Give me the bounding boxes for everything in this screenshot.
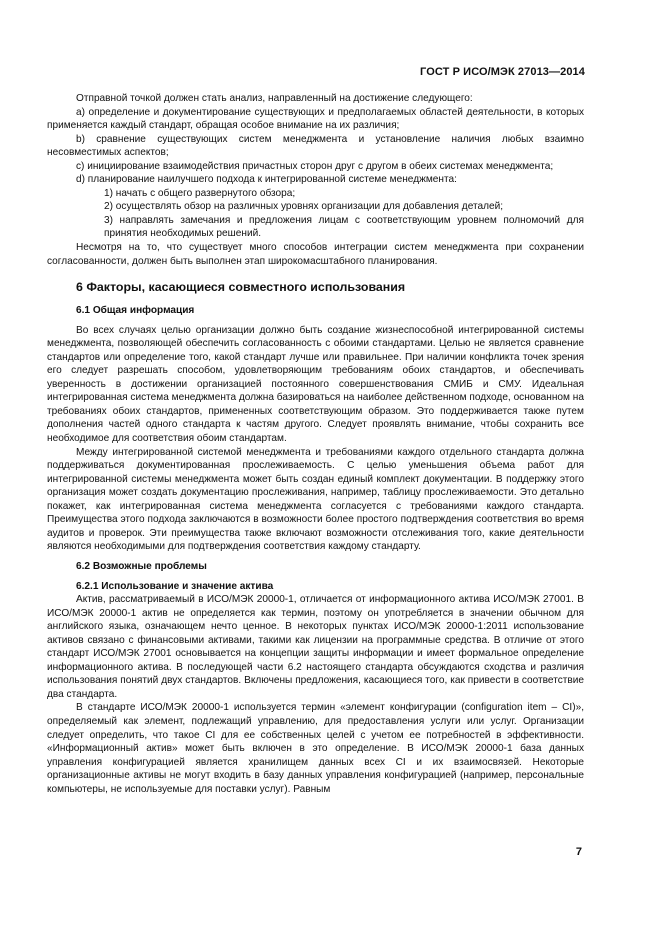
list-item-c: c) инициирование взаимодействия причастных сторон друг с другом в обеих системах менеджмента; [76,160,554,172]
section-6-1-title: 6.1 Общая информация [76,305,195,317]
sublist-item-2: 2) осуществлять обзор на различных уровнях организации для добавления деталей; [104,201,504,213]
section-6-2-1-title: 6.2.1 Использование и значение актива [76,580,274,592]
section-6-title: 6 Факторы, касающиеся совместного использования [76,280,406,295]
section-6-2-1-paragraph-1: Актив, рассматриваемый в ИСО/МЭК 20000-1, отличается от информационного актива ИСО/МЭК 27001. В ИСО/МЭК 20000-1 актив не определяется как термин, поэтому он употребляется в значении обычном для английского языка, означающем нечто ценное. В некоторых пунктах ИСО/МЭК 20000-1:2011 использование активов связано с финансовыми активами, такими как лицензии на программные средства. В отличие от этого стандарт ИСО/МЭК 27001 основывается на концепции защиты информации и имеет формальное определение информационного актива. В последующей части 6.2 настоящего стандарта обсуждаются сходства и различия использования понятий двух стандартов. Включены предложения, касающиеся того, как привести в соответствие два стандарта. [47,594,584,700]
list-item-d: d) планирование наилучшего подхода к интегрированной системе менеджмента: [76,174,457,186]
section-6-1-paragraph-1: Во всех случаях целью организации должно быть создание жизнеспособной интегрированной системы менеджмента, позволяющей обеспечить согласованность с обоими стандартами. Целью не является сравнение стандартов или определение того, какой стандарт лучше или правильнее. При наличии конфликта точек зрения его следует разрешать способом, удовлетворяющим требованиям обоих стандартов, и обеспечивать уверенность в достижении организацией постоянного совершенствования СМИБ и СМУ. Идеальная интегрированная система менеджмента должна базироваться на наиболее действенном подходе, основанном на требованиях обоих стандартов, примененных соответствующим образом. Это поддерживается также путем дополнения частей одного стандарта к частям другого. Следует проявлять внимание, чтобы сохранить все необходимое для соответствия обоим стандартам. [47,324,584,445]
intro-lead: Отправной точкой должен стать анализ, направленный на достижение следующего: [76,93,473,104]
document-header: ГОСТ Р ИСО/МЭК 27013—2014 [420,66,585,78]
list-item-a: a) определение и документирование существующих и предполагаемых областей деятельности, в которых применяется каждый стандарт, обращая особое внимание на их различия; [47,106,584,132]
section-6-1-paragraph-2: Между интегрированной системой менеджмента и требованиями каждого отдельного стандарта должна поддерживаться документированная прослеживаемость. С целью уменьшения объема работ для интегрированной системы менеджмента может быть создан единый комплект документации. В поддержку этого организация может создать документацию прослеживания, например, таблицу прослеживаемости. Это детально покажет, как интегрированная система менеджмента согласуется с требованиями каждого стандарта. Преимущества этого подхода заключаются в возможности более простого подтверждения соответствия во время аудитов и проверок. Эти преимущества также включают возможности отслеживания того, какие деятельности являются необходимыми для подтверждения соответствия каждому стандарту. [47,446,584,553]
sublist-item-3-text: 3) направлять замечания и предложения лицам с соответствующим уровнем полномочий для принятия необходимых решений. [104,214,584,240]
sublist-item-1: 1) начать с общего развернутого обзора; [104,187,296,199]
sublist-item-3 [47,214,584,241]
document-body [47,92,584,796]
section-6-2-1-paragraph-2: В стандарте ИСО/МЭК 20000-1 используется термин «элемент конфигурации (configuration item – CI)», определяемый как элемент, подлежащий управлению, для предоставления услуги или услуг. Организации следует определить, что такое CI для ее собственных целей с учетом ее потребностей в эффективности. «Информационный актив» может быть включен в это определение. В ИСО/МЭК 20000-1 база данных управления конфигурацией является хранилищем данных всех CI и их взаимосвязей. Некоторые организационные активы не могут входить в базу данных управления конфигурацией (например, персональные компьютеры, не используемые для поставки услуг). Равным [47,702,584,795]
page-number: 7 [575,846,582,858]
list-item-b: b) сравнение существующих систем менеджмента и установление наличия любых взаимно несовместимых аспектов; [47,133,584,159]
section-6-2-title: 6.2 Возможные проблемы [76,560,207,572]
intro-closing: Несмотря на то, что существует много способов интеграции систем менеджмента при сохранении согласованности, должен быть выполнен этап широкомасштабного планирования. [47,242,584,267]
